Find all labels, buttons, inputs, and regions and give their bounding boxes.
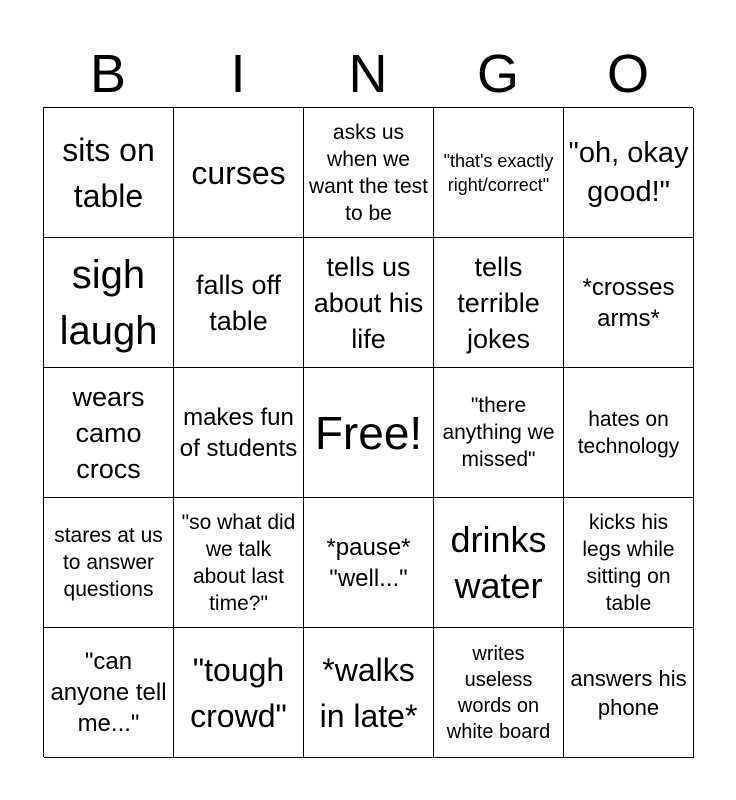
bingo-cell[interactable] [434, 628, 564, 758]
bingo-cell[interactable] [434, 108, 564, 238]
bingo-cell-text: *crosses arms* [582, 273, 675, 332]
bingo-cell-text: wears camo crocs [72, 381, 145, 484]
bingo-cell[interactable] [44, 108, 174, 238]
bingo-cell-text: "tough crowd" [190, 651, 287, 734]
bingo-cell[interactable] [434, 498, 564, 628]
bingo-cell-text: drinks water [450, 518, 547, 606]
header-letter-n: N [348, 44, 388, 104]
bingo-cell-text: tells terrible jokes [457, 251, 540, 354]
bingo-cell[interactable] [304, 108, 434, 238]
bingo-cell-text: "can anyone tell me..." [50, 648, 167, 737]
bingo-cell-text: tells us about his life [313, 251, 424, 354]
bingo-cell[interactable] [564, 108, 694, 238]
header-letter-g: G [476, 44, 519, 104]
bingo-cell[interactable] [44, 498, 174, 628]
bingo-cell[interactable] [174, 238, 304, 368]
bingo-cell[interactable] [174, 498, 304, 628]
bingo-cell-text: kicks his legs while sitting on table [582, 510, 675, 615]
header-letter-o: O [606, 44, 649, 104]
bingo-cell[interactable] [304, 368, 434, 498]
header-letter-b: B [89, 44, 127, 104]
bingo-cell[interactable] [44, 368, 174, 498]
bingo-cell-text: "that's exactly right/correct" [443, 150, 554, 195]
bingo-cell-text: *walks in late* [319, 651, 418, 734]
bingo-cell-text: *pause* "well..." [326, 533, 411, 592]
bingo-cell[interactable] [564, 238, 694, 368]
bingo-cell-text: curses [191, 154, 286, 191]
bingo-cell[interactable] [174, 368, 304, 498]
bingo-cell[interactable] [564, 368, 694, 498]
bingo-cell-text: sigh laugh [59, 252, 158, 353]
bingo-cell-text: answers his phone [570, 665, 687, 720]
bingo-cell-text: sits on table [62, 131, 155, 214]
bingo-cell-text: falls off table [195, 269, 282, 336]
bingo-cell[interactable] [564, 628, 694, 758]
bingo-cell[interactable] [304, 498, 434, 628]
bingo-cell[interactable] [564, 498, 694, 628]
bingo-cell[interactable] [304, 628, 434, 758]
bingo-cell-text: Free! [314, 406, 423, 459]
header-letter-i: I [230, 44, 246, 104]
bingo-cell[interactable] [434, 238, 564, 368]
bingo-cell[interactable] [174, 108, 304, 238]
bingo-cell-text: writes useless words on white board [446, 642, 551, 743]
bingo-cell-text: "there anything we missed" [442, 394, 555, 471]
bingo-cell[interactable] [434, 368, 564, 498]
bingo-cell[interactable] [174, 628, 304, 758]
bingo-cell-text: stares at us to answer questions [54, 524, 163, 601]
bingo-cell[interactable] [304, 238, 434, 368]
bingo-cell-text: makes fun of students [179, 403, 298, 462]
bingo-cell-text: hates on technology [577, 407, 680, 458]
bingo-board [43, 107, 693, 757]
bingo-cell-text: asks us when we want the test to be [308, 120, 429, 225]
bingo-cell[interactable] [44, 628, 174, 758]
bingo-cell[interactable] [44, 238, 174, 368]
bingo-header [43, 40, 693, 108]
bingo-cell-text: "so what did we talk about last time?" [181, 510, 296, 615]
bingo-cell-text: "oh, okay good!" [568, 136, 689, 208]
